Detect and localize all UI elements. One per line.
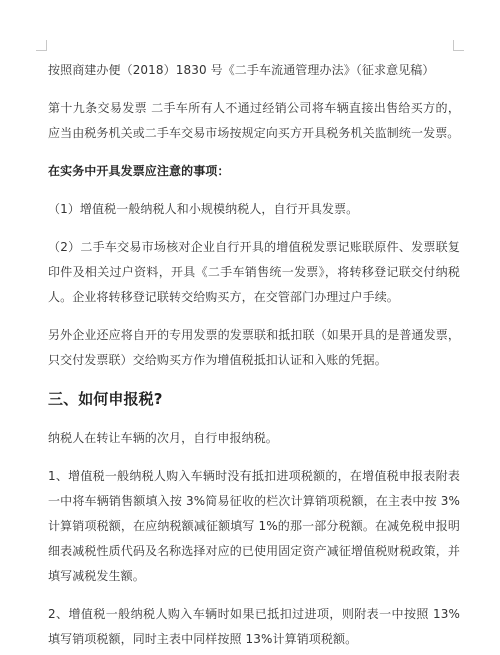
section-3-intro: 纳税人在转让车辆的次月，自行申报纳税。: [48, 431, 278, 445]
section-3-title: 三、如何申报税?: [48, 390, 163, 408]
notes-heading: 在实务中开具发票应注意的事项：: [48, 164, 230, 178]
article-19-paragraph: 第十九条交易发票 二手车所有人不通过经销公司将车辆直接出售给买方的，应当由税务机关或二手车交易市场按规定向买方开具税务机关监制统一发票。: [48, 101, 460, 140]
note-2-paragraph: （2）二手车交易市场核对企业自行开具的增值税发票记账联原件、发票联复印件及相关过户资料，开具《二手车销售统一发票》，将转移登记联交付纳税人。企业将转移登记联转交给购买方，在交管部门办理过户手续。: [48, 240, 460, 304]
item-2-paragraph: 2、增值税一般纳税人购入车辆时如果已抵扣过进项，则附表一中按照 13%填写销项税额，同时主表中同样按照 13%计算销项税额。: [48, 607, 460, 646]
note-3-paragraph: 另外企业还应将自开的专用发票的发票联和抵扣联（如果开具的是普通发票，只交付发票联）交给购买方作为增值税抵扣认证和入账的凭据。: [48, 328, 460, 367]
crop-mark-top-left: [36, 40, 47, 51]
source-line: 按照商建办便（2018）1830 号《二手车流通管理办法》（征求意见稿）: [48, 63, 435, 77]
document-body: [48, 58, 460, 655]
crop-mark-top-right: [453, 40, 464, 51]
note-1-paragraph: （1）增值税一般纳税人和小规模纳税人，自行开具发票。: [48, 202, 359, 216]
item-1-paragraph: 1、增值税一般纳税人购入车辆时没有抵扣进项税额的，在增值税申报表附表一中将车辆销售额填入按 3%简易征收的栏次计算销项税额，在主表中按 3%计算销项税额，在应纳税额减征额填写 1%的那一部分税额。在减免税申报明细表减税性质代码及名称选择对应的已使用固定资产减征增值税财税政策，并填写减税发生额。: [48, 469, 460, 583]
